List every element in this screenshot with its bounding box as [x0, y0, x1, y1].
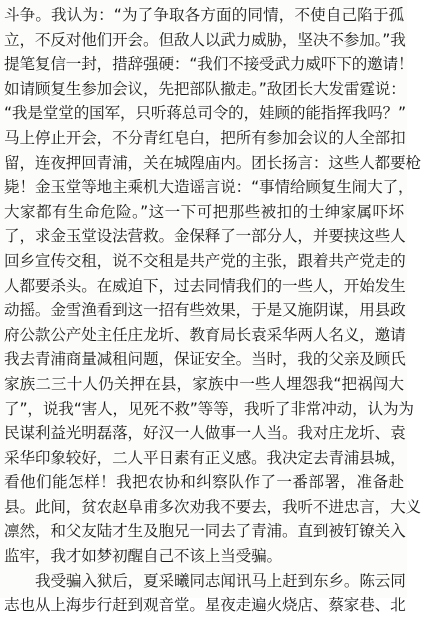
text-line: 志也从上海步行赶到观音堂。星夜走遍火烧店、蔡家巷、北	[4, 596, 406, 615]
text-line: 大家都有生命危险。”这一下可把那些被扣的士绅家属吓坏	[4, 202, 404, 221]
body-text	[4, 3, 421, 618]
text-line: 了”，说我“害人，见死不救”等等，我听了非常冲动，认为为	[4, 399, 414, 418]
text-line: 看他们能怎样！我把农协和纠察队作了一番部署，准备赴	[4, 473, 404, 492]
text-line: 家族二三十人仍关押在县，家族中一些人埋怨我“把祸闯大	[4, 374, 404, 393]
text-line: 毙！金玉堂等地主乘机大造谣言说：“事情给顾复生闹大了，	[4, 178, 414, 197]
text-line: 人都要杀头。在威迫下，过去同情我们的一些人，开始发生	[4, 276, 406, 295]
text-line: 监牢，我才如梦初醒自己不该上当受骗。	[4, 547, 282, 566]
text-line: 留，连夜押回青浦，关在城隍庙内。团长扬言：这些人都要枪	[4, 153, 421, 172]
text-line: 马上停止开会，不分青红皂白，把所有参加会议的人全部扣	[4, 128, 406, 147]
text-line: 动摇。金雪渔看到这一招有些效果，于是又施阴谋，用县政	[4, 301, 406, 320]
text-line: 立，不反对他们开会。但敌人以武力威胁，坚决不参加。”我	[4, 30, 406, 49]
text-line: 提笔复信一封，措辞强硬：“我们不接受武力威吓下的邀请！	[4, 55, 414, 74]
text-line: 如请顾复生参加会议，先把部队撤走。”敌团长大发雷霆说：	[4, 79, 406, 98]
text-line: “我是堂堂的国军，只听蒋总司令的，娃顾的能指挥我吗？”	[4, 104, 406, 123]
text-line: 县。此间，贫农赵阜甫多次劝我不要去，我听不进忠言，大义	[4, 497, 421, 516]
text-line: 民谋利益光明磊落，好汉一人做事一人当。我对庄龙圻、袁	[4, 424, 406, 443]
text-line: 斗争。我认为：“为了争取各方面的同情，不使自己陷于孤	[4, 6, 404, 24]
text-line: 府公款公产处主任庄龙圻、教育局长袁采华两人名义，邀请	[4, 325, 406, 344]
text-line: 了，求金玉堂设法营救。金保释了一部分人，并要挟这些人	[4, 227, 406, 246]
text-line: 凛然，和父友陆才生及胞兄一同去了青浦。直到被钉镣关入	[4, 522, 406, 541]
text-line: 回乡宣传交租，说不交租是共产党的主张，跟着共产党走的	[4, 251, 406, 270]
paragraph-2	[4, 569, 404, 618]
text-line: 我受骗入狱后，夏采曦同志闻讯马上赶到东乡。陈云同	[35, 571, 406, 590]
text-line: 采华印象较好，二人平日素有正义感。我决定去青浦县城，	[4, 448, 406, 467]
text-line: 我去青浦商量减租问题，保证安全。当时，我的父亲及顾氏	[4, 350, 406, 369]
paragraph-1	[4, 3, 421, 569]
